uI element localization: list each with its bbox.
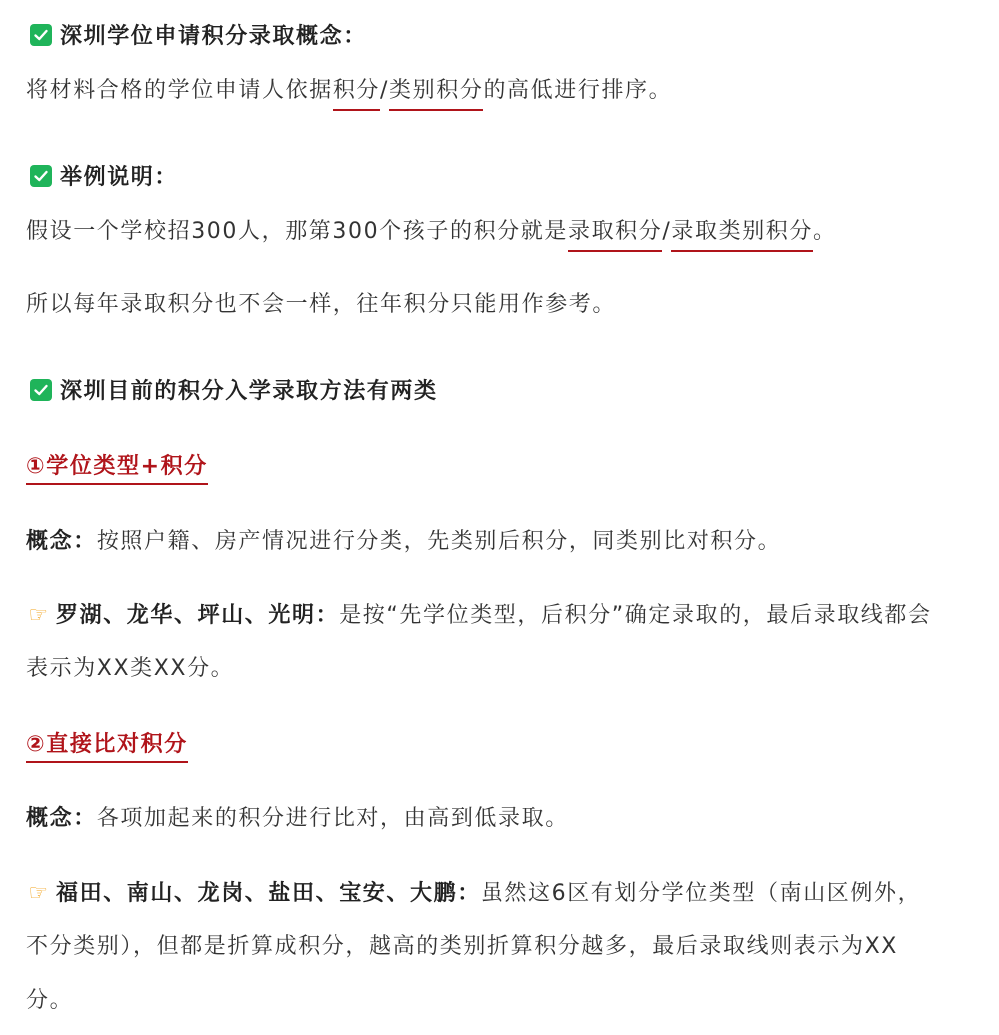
method1-detail-line2: 表示为XX类XX分。: [26, 656, 235, 681]
method2-detail-line3: 分。: [26, 988, 74, 1013]
check-mark-icon: [30, 379, 52, 401]
heading-concept: [26, 22, 367, 52]
example-paragraph: [26, 217, 837, 247]
check-mark-icon: [30, 165, 52, 187]
method1-concept-text: 按照户籍、房产情况进行分类，先类别后积分，同类别比对积分。: [96, 529, 782, 554]
slash: /: [662, 219, 672, 244]
concept-label: 概念：: [26, 529, 97, 554]
heading-methods-text: 深圳目前的积分入学录取方法有两类: [60, 379, 438, 404]
heading-methods: [26, 377, 438, 407]
slash: /: [380, 78, 390, 103]
example-text-b: 。: [813, 219, 837, 244]
method1-concept: [26, 527, 781, 557]
example-note: 所以每年录取积分也不会一样，往年积分只能用作参考。: [26, 292, 617, 317]
concept-label: 概念：: [26, 806, 97, 831]
concept-text-b: 的高低进行排序。: [483, 78, 673, 103]
method2-detail-a: 虽然这6区有划分学位类型（南山区例外，: [480, 881, 922, 906]
method1-title-row: [26, 452, 208, 482]
underlined-term-category-points: 类别积分: [389, 78, 483, 111]
underlined-term-points: 积分: [333, 78, 380, 111]
method2-title: ②直接比对积分: [26, 732, 188, 763]
method2-concept-text: 各项加起来的积分进行比对，由高到低录取。: [96, 806, 569, 831]
method2-title-row: [26, 730, 188, 760]
method1-detail-line1: [26, 601, 932, 631]
method1-title: ①学位类型+积分: [26, 454, 208, 485]
concept-paragraph: [26, 76, 672, 106]
check-mark-icon: [30, 24, 52, 46]
method1-districts: 罗湖、龙华、坪山、光明：: [56, 603, 340, 628]
method2-districts: 福田、南山、龙岗、盐田、宝安、大鹏：: [56, 881, 481, 906]
pointing-hand-icon: ☞: [28, 603, 50, 628]
method2-concept: [26, 804, 569, 834]
underlined-term-admission-points: 录取积分: [568, 219, 662, 252]
concept-text-a: 将材料合格的学位申请人依据: [26, 78, 333, 103]
example-text-a: 假设一个学校招300人，那第300个孩子的积分就是: [26, 219, 568, 244]
method2-detail-line1: [26, 879, 921, 909]
heading-concept-text: 深圳学位申请积分录取概念：: [60, 24, 367, 49]
heading-example-text: 举例说明：: [60, 165, 179, 190]
method1-detail-a: 是按“先学位类型，后积分”确定录取的，最后录取线都会: [339, 603, 932, 628]
heading-example: [26, 163, 178, 193]
pointing-hand-icon: ☞: [28, 881, 50, 906]
underlined-term-admission-category-points: 录取类别积分: [671, 219, 813, 252]
method2-detail-line2: 不分类别），但都是折算成积分，越高的类别折算积分越多，最后录取线则表示为XX: [26, 934, 898, 959]
